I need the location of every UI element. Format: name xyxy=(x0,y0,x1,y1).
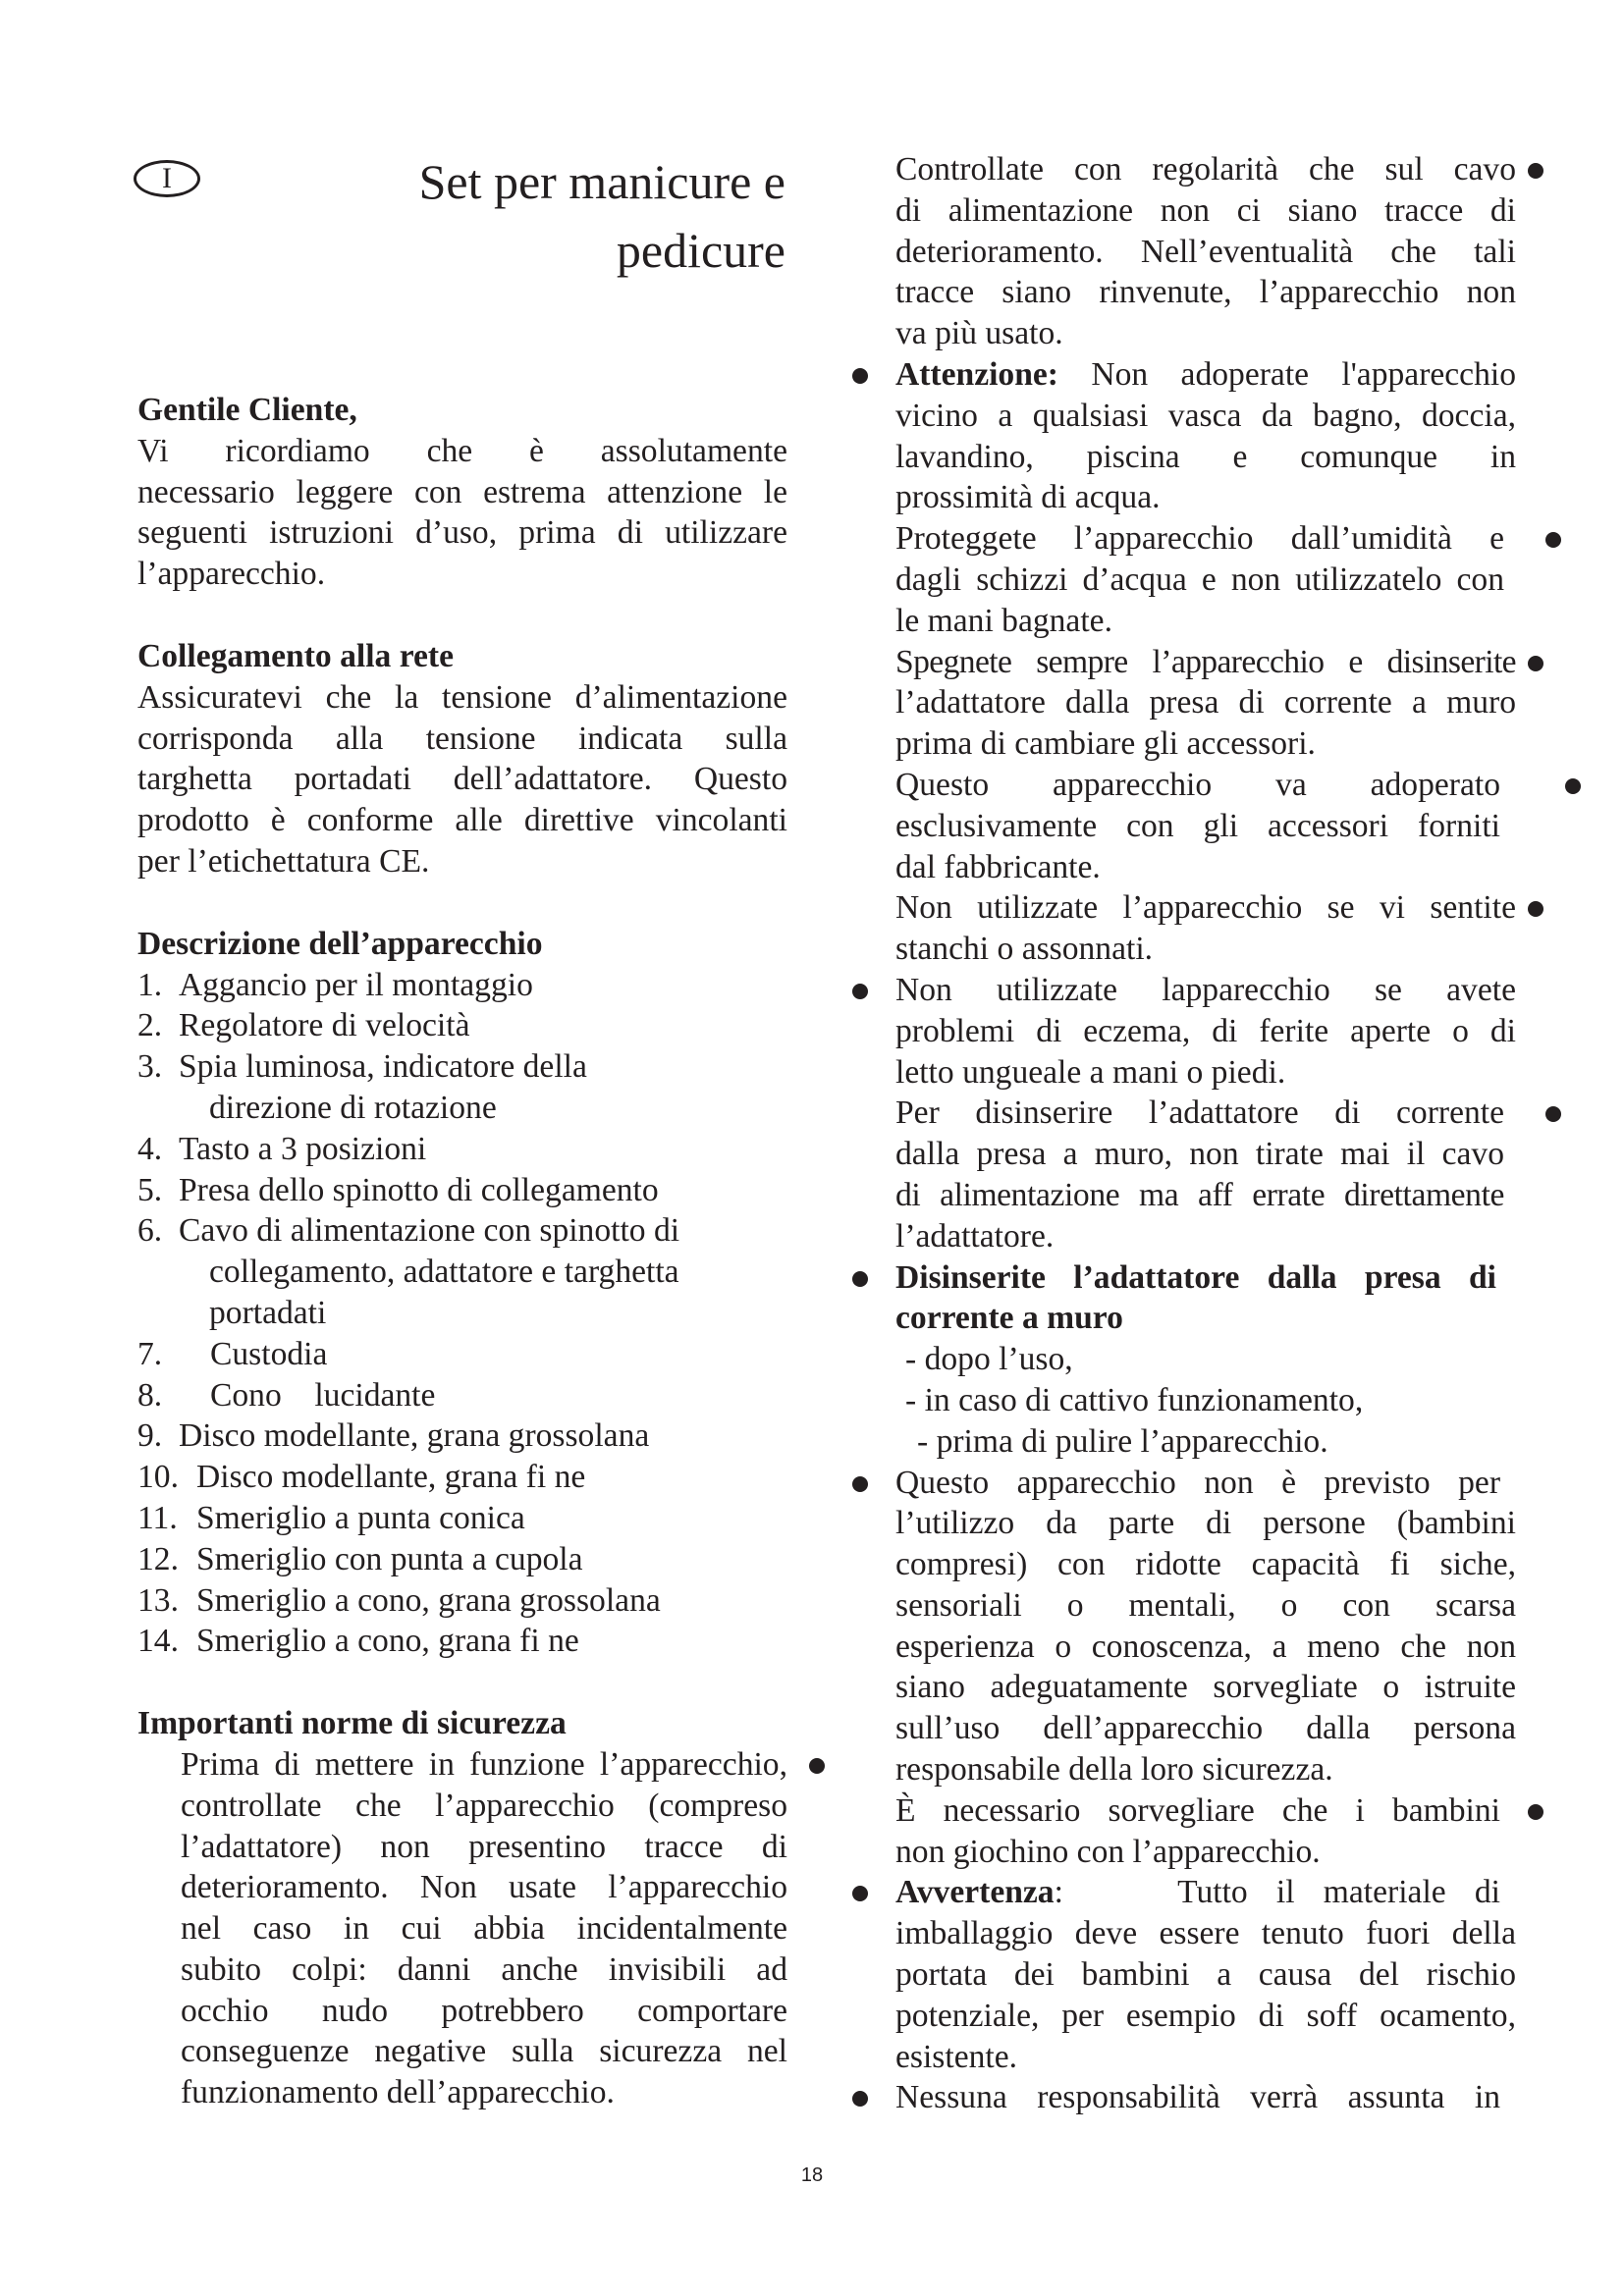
list-item: 3. Spia luminosa, indicatore della direzione di rotazione xyxy=(137,1048,587,1126)
safety-item: Questo apparecchio va adoperato esclusivamente con gli accessori forniti dal fabbricante. xyxy=(895,765,1516,887)
safety-item: Spegnete sempre l’apparecchio e disinserite l’adattatore dalla presa di corrente a muro prima di cambiare gli accessori. xyxy=(895,642,1516,765)
bullet-icon xyxy=(852,1271,868,1287)
bullet-icon xyxy=(1528,163,1543,179)
unplug-conditions: - dopo l’uso, - in caso di cattivo funzionamento, - prima di pulire l’apparecchio. xyxy=(905,1341,1364,1460)
list-item: 11. Smeriglio a punta conica xyxy=(137,1499,525,1536)
safety-heading: Importanti norme di sicurezza xyxy=(137,1705,567,1742)
mains-line: per l’etichettatura CE. xyxy=(137,842,430,880)
page-number: 18 xyxy=(800,2164,824,2186)
bullet-icon xyxy=(852,984,868,999)
mains-paragraph xyxy=(137,677,787,882)
bullet-icon xyxy=(852,1886,868,1901)
page-title-line-1: Set per manicure e xyxy=(418,154,785,209)
page-title-line-2: pedicure xyxy=(616,223,785,278)
bullet-icon xyxy=(1528,656,1543,671)
list-item: 2. Regolatore di velocità xyxy=(137,1007,470,1044)
safety-item: Attenzione: Non adoperate l'apparecchio vicino a qualsiasi vasca da bagno, doccia, lavandino, piscina e comunque in prossimità di acqua. xyxy=(895,354,1516,518)
list-item: 1. Aggancio per il montaggio xyxy=(137,966,533,1003)
greeting-heading: Gentile Cliente, xyxy=(137,392,357,428)
page-title xyxy=(295,147,785,285)
list-item: 13. Smeriglio a cono, grana grossolana xyxy=(137,1581,661,1619)
greeting-line: seguenti istruzioni d’uso, prima di utilizzare xyxy=(137,514,787,552)
language-badge xyxy=(134,160,200,197)
safety-item: Avvertenza: Tutto il materiale di imballaggio deve essere tenuto fuori della portata dei bambini a causa del rischio potenziale, per esempio di soff ocamento, esistente. xyxy=(895,1872,1516,2077)
list-item: 7. Custodia xyxy=(137,1335,328,1372)
greeting-paragraph xyxy=(137,431,787,595)
greeting-line: Vi ricordiamo che è assolutamente xyxy=(137,432,787,469)
mains-line: prodotto è conforme alle direttive vincolanti xyxy=(137,802,787,839)
mains-line: corrisponda alla tensione indicata sulla xyxy=(137,720,787,757)
safety-item: Non utilizzate lapparecchio se avete problemi di eczema, di ferite aperte o di letto ungueale a mani o piedi. xyxy=(895,970,1516,1093)
bullet-icon xyxy=(809,1758,825,1774)
left-column xyxy=(137,390,787,2113)
right-column xyxy=(895,149,1516,2118)
mains-line: Assicuratevi che la tensione d’alimentazione xyxy=(137,678,787,716)
bullet-icon xyxy=(852,1476,868,1492)
list-item: 12. Smeriglio con punta a cupola xyxy=(137,1540,583,1577)
bullet-icon xyxy=(1545,532,1561,548)
parts-list xyxy=(137,965,787,1663)
warning-label: Avvertenza xyxy=(895,1874,1055,1911)
list-item: 4. Tasto a 3 posizioni xyxy=(137,1130,427,1167)
greeting-line: l’apparecchio. xyxy=(137,556,326,593)
mains-heading: Collegamento alla rete xyxy=(137,637,455,674)
safety-item: Controllate con regolarità che sul cavo di alimentazione non ci siano tracce di deterioramento. Nell’eventualità che tali tracce siano rinvenute, l’apparecchio non va più usato. xyxy=(895,149,1516,354)
bullet-icon xyxy=(1528,901,1543,917)
bullet-icon xyxy=(1528,1804,1543,1820)
list-item: 6. Cavo di alimentazione con spinotto di collegamento, adattatore e targhetta portadati xyxy=(137,1212,680,1331)
list-item: 10. Disco modellante, grana fi ne xyxy=(137,1459,586,1496)
bullet-icon xyxy=(1545,1106,1561,1122)
list-item: 14. Smeriglio a cono, grana fi ne xyxy=(137,1623,579,1660)
safety-item: Questo apparecchio non è previsto per l’utilizzo da parte di persone (bambini compresi) con ridotte capacità fi siche, sensoriali o mentali, o con scarsa esperienza o conoscenza, a meno che non siano adeguatamente sorvegliate o istruite sull’uso dell’apparecchio dalla persona responsabile della loro sicurezza. xyxy=(895,1463,1516,1790)
safety-item: Prima di mettere in funzione l’apparecchio, controllate che l’apparecchio (compreso l’adattatore) non presentino tracce di deterioramento. Non usate l’apparecchio nel caso in cui abbia incidentalmente subito colpi: danni anche invisibili ad occhio nudo potrebbero comportare conseguenze negative sulla sicurezza nel funzionamento dell’apparecchio. xyxy=(137,1744,787,2113)
language-badge-letter: I xyxy=(162,162,172,194)
attention-label: Attenzione: xyxy=(895,355,1058,393)
list-item: 9. Disco modellante, grana grossolana xyxy=(137,1417,650,1455)
list-item: 5. Presa dello spinotto di collegamento xyxy=(137,1171,659,1208)
list-item: 8. Cono lucidante xyxy=(137,1376,436,1414)
safety-item: Non utilizzate l’apparecchio se vi sentite stanchi o assonnati. xyxy=(895,887,1516,970)
safety-item: Per disinserire l’adattatore di corrente dalla presa a muro, non tirate mai il cavo di alimentazione ma aff errate direttamente l’adattatore. xyxy=(895,1093,1516,1256)
safety-item: È necessario sorvegliare che i bambini non giochino con l’apparecchio. xyxy=(895,1790,1516,1873)
bullet-icon xyxy=(852,368,868,384)
mains-line: targhetta portadati dell’adattatore. Questo xyxy=(137,761,787,798)
bullet-icon xyxy=(1565,778,1581,794)
safety-item: Disinserite l’adattatore dalla presa di corrente a muro - dopo l’uso, - in caso di cattivo funzionamento, - prima di pulire l’apparecchio. xyxy=(895,1257,1516,1463)
bullet-icon xyxy=(852,2091,868,2107)
safety-item: Proteggete l’apparecchio dall’umidità e dagli schizzi d’acqua e non utilizzatelo con le mani bagnate. xyxy=(895,518,1516,641)
greeting-line: necessario leggere con estrema attenzione le xyxy=(137,473,787,510)
description-heading: Descrizione dell’apparecchio xyxy=(137,925,543,962)
safety-item: Nessuna responsabilità verrà assunta in xyxy=(895,2077,1516,2118)
